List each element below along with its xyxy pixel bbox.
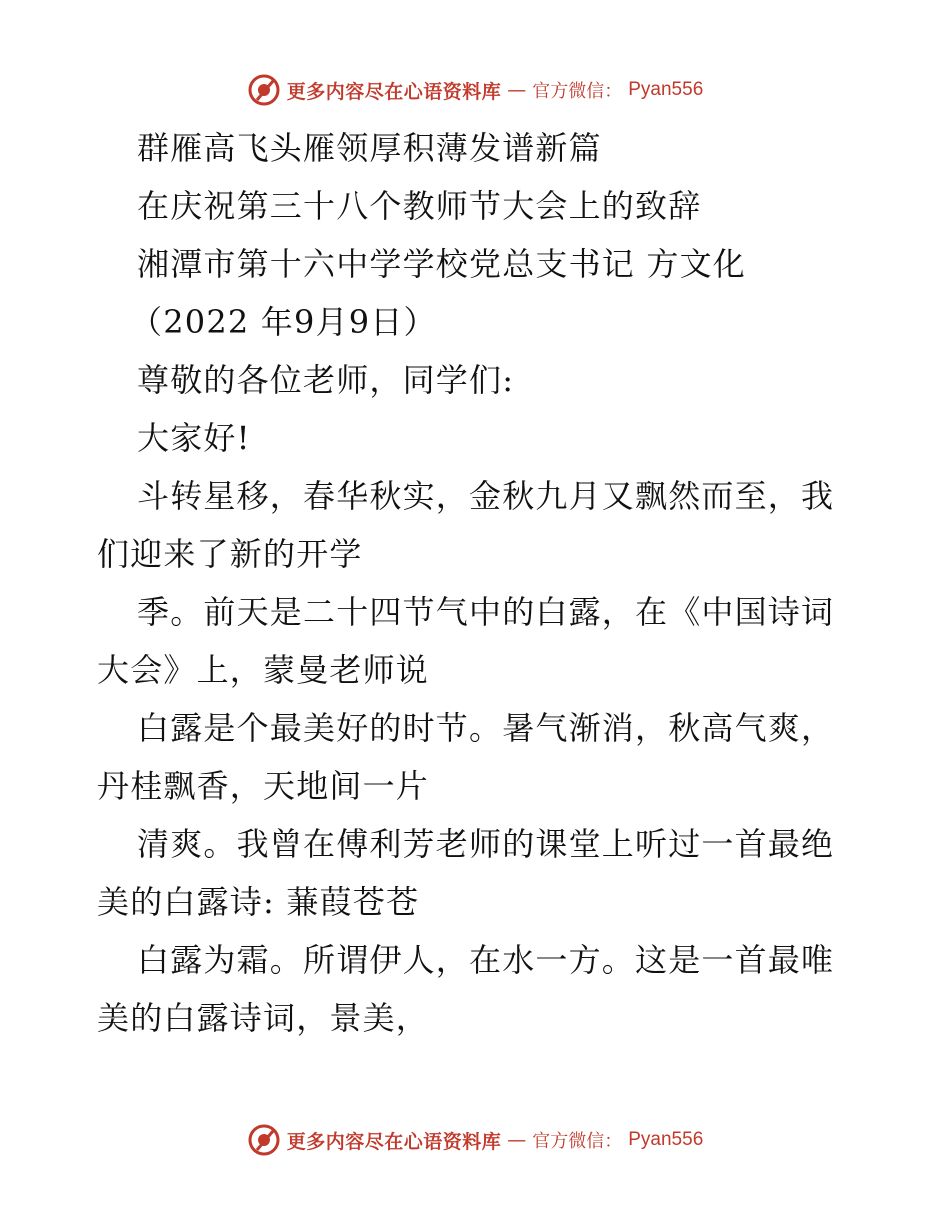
paragraph-line: 季。前天是二十四节气中的白露，在《中国诗词 bbox=[137, 593, 835, 631]
banner-wechat-label: 官方微信： bbox=[532, 1131, 623, 1152]
banner-wechat-label: 官方微信： bbox=[532, 81, 623, 102]
paragraph-line: 白露为霜。所谓伊人，在水一方。这是一首最唯 bbox=[137, 941, 835, 979]
logo-icon bbox=[247, 73, 281, 107]
banner-wechat-id: Pyan556 bbox=[628, 1129, 704, 1150]
doc-title: 群雁高飞头雁领厚积薄发谱新篇 bbox=[137, 129, 602, 167]
banner-wechat-id: Pyan556 bbox=[628, 79, 704, 100]
banner-dash: — bbox=[507, 1129, 527, 1151]
logo-icon bbox=[247, 1123, 281, 1157]
doc-date: （2022 年9月9日） bbox=[130, 303, 437, 341]
banner-dash: — bbox=[507, 79, 527, 101]
doc-author: 湘潭市第十六中学学校党总支书记 方文化 bbox=[137, 245, 746, 283]
paragraph-line: 大会》上，蒙曼老师说 bbox=[97, 651, 430, 689]
doc-subtitle: 在庆祝第三十八个教师节大会上的致辞 bbox=[137, 187, 702, 225]
paragraph-line: 们迎来了新的开学 bbox=[97, 535, 363, 573]
doc-greeting: 大家好! bbox=[137, 419, 251, 457]
doc-salutation: 尊敬的各位老师，同学们: bbox=[137, 361, 515, 399]
paragraph-line: 美的白露诗词，景美， bbox=[97, 999, 430, 1037]
banner-title: 更多内容尽在心语资料库 bbox=[286, 1130, 502, 1153]
paragraph-line: 斗转星移，春华秋实，金秋九月又飘然而至，我 bbox=[137, 477, 835, 515]
paragraph-line: 美的白露诗: 蒹葭苍苍 bbox=[97, 883, 420, 921]
footer-banner bbox=[0, 1120, 950, 1160]
paragraph-line: 白露是个最美好的时节。暑气渐消，秋高气爽， bbox=[137, 709, 835, 747]
paragraph-line: 丹桂飘香，天地间一片 bbox=[97, 767, 430, 805]
banner-title: 更多内容尽在心语资料库 bbox=[286, 80, 502, 103]
header-banner bbox=[0, 70, 950, 110]
paragraph-line: 清爽。我曾在傅利芳老师的课堂上听过一首最绝 bbox=[137, 825, 835, 863]
